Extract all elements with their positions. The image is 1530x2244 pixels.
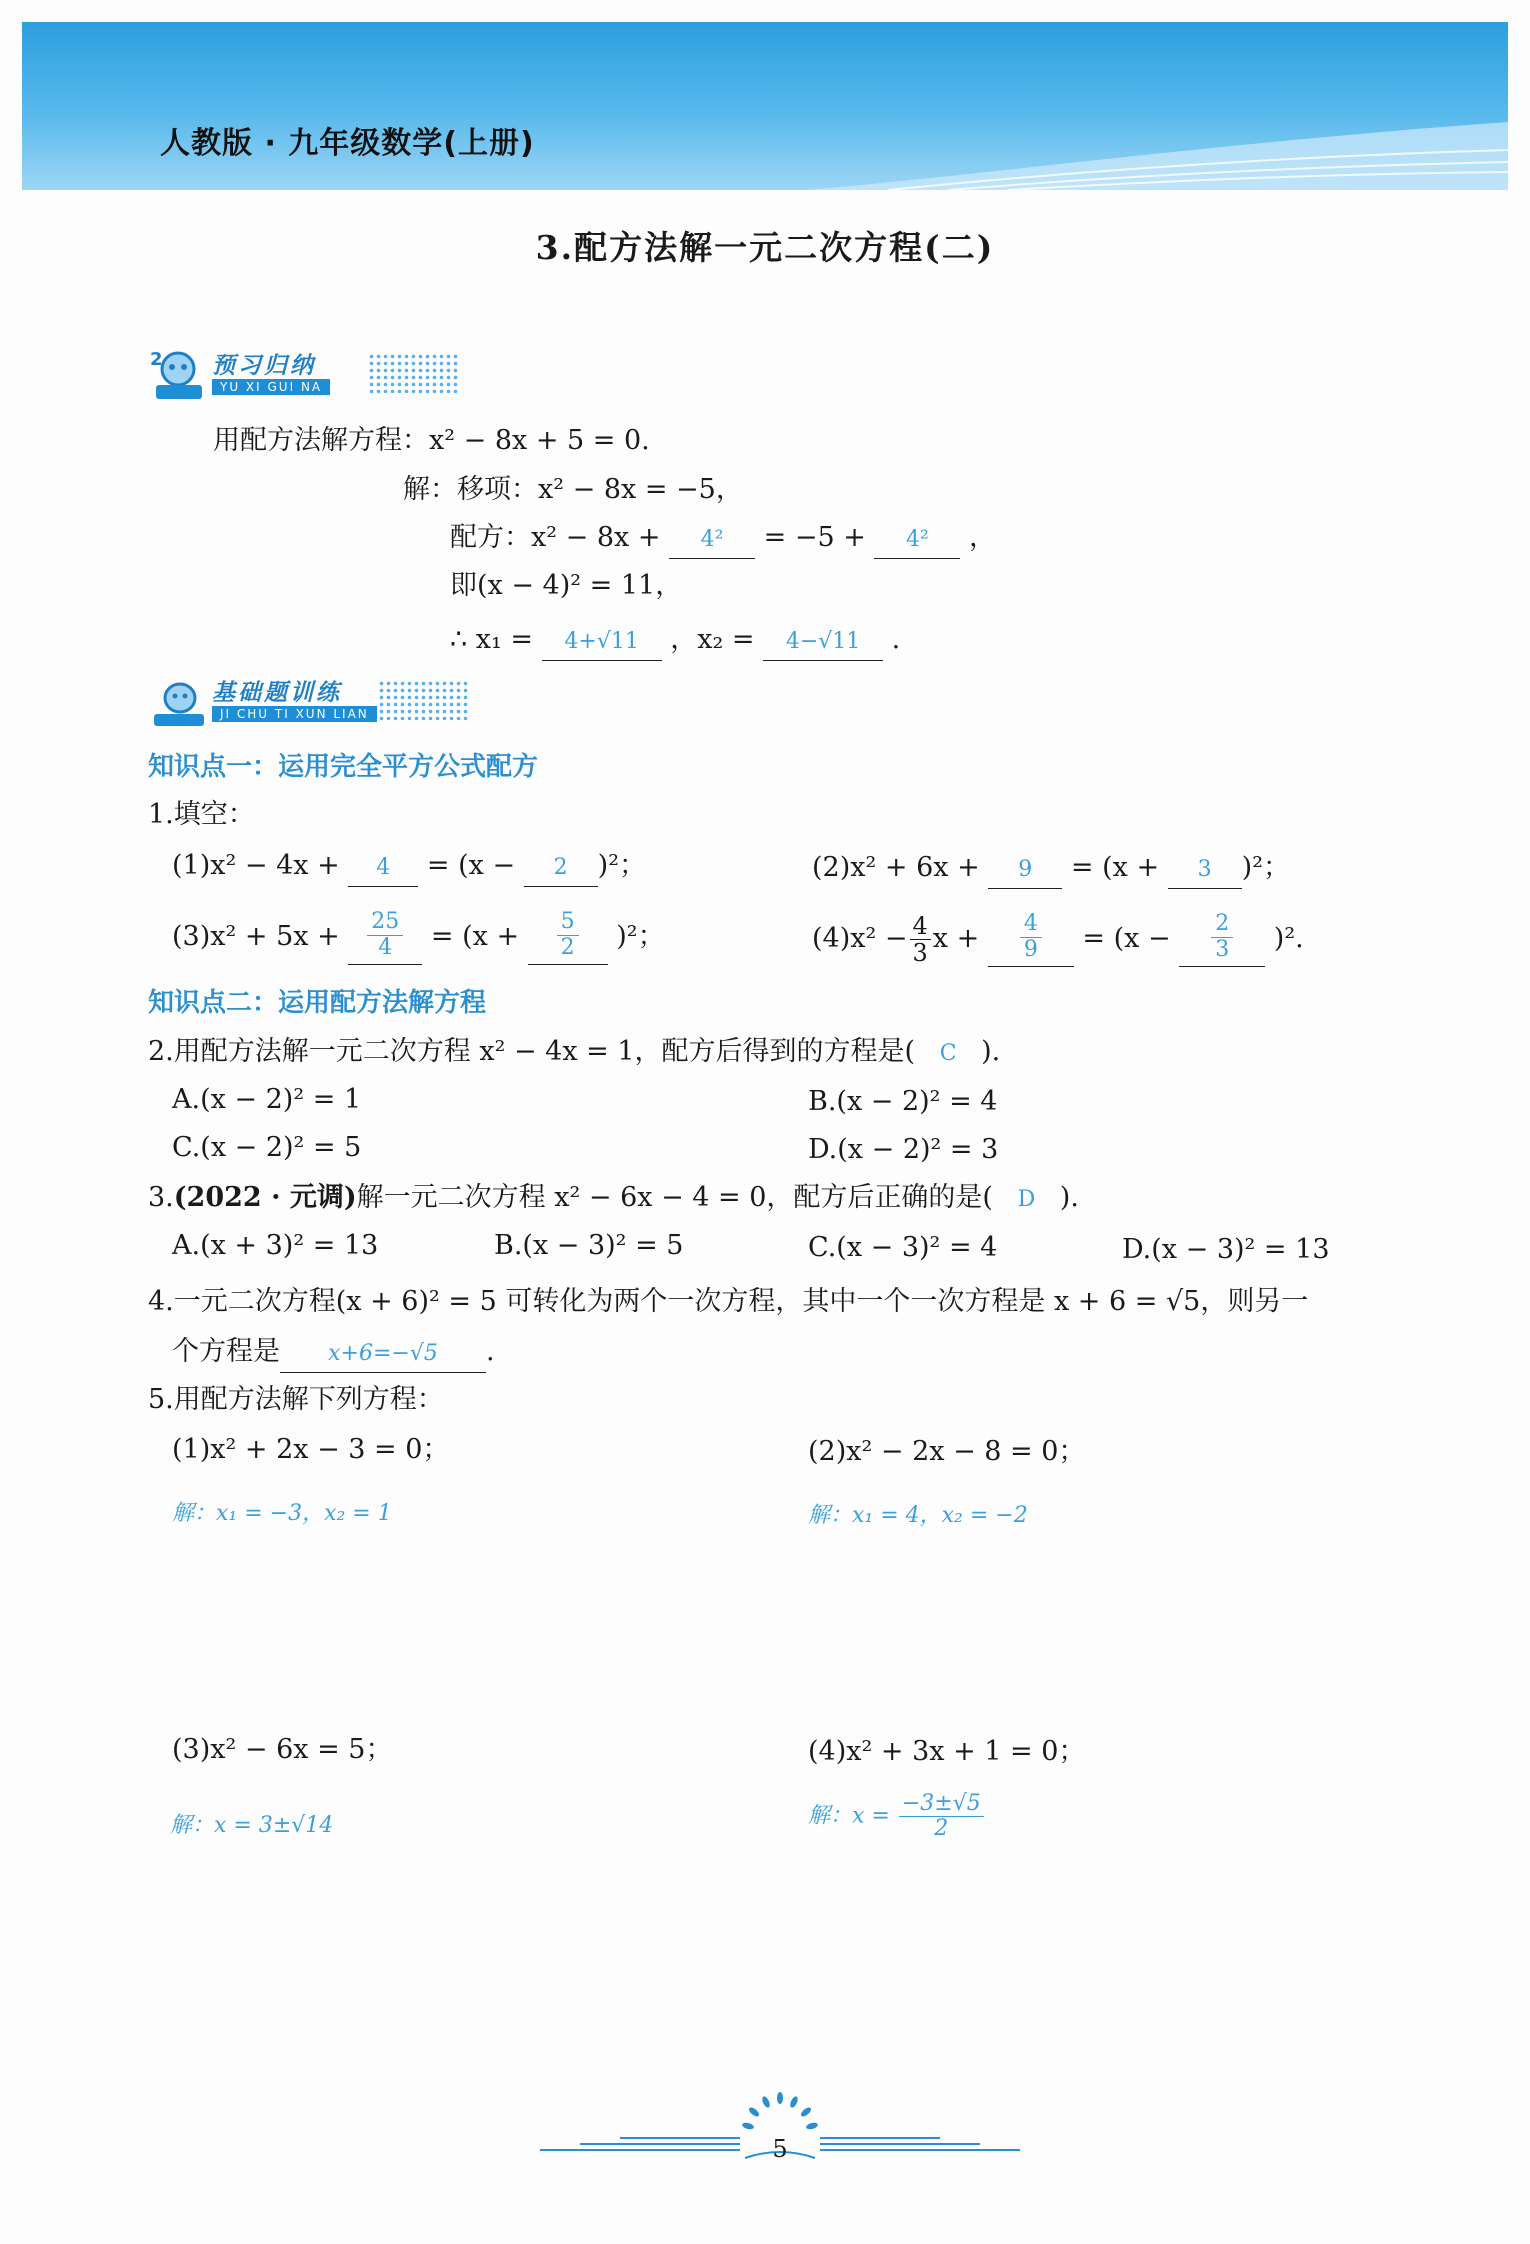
- q1-p1-blank1: 4: [348, 850, 418, 887]
- preview-step2-end: ，: [969, 522, 997, 553]
- q5-part4: (4)x² + 3x + 1 = 0；: [808, 1736, 1086, 1767]
- q2-answer: C: [939, 1041, 957, 1066]
- q1-p3-blank1-den: 4: [378, 934, 393, 960]
- banner-dots-decoration: [378, 680, 468, 720]
- q1-p3-blank2-num: 5: [557, 910, 579, 935]
- preview-step1-label: 解：移项：: [403, 474, 538, 505]
- preview-blank-a: 4²: [669, 522, 755, 559]
- q1-p3-mid: = (x +: [430, 921, 520, 952]
- q3-stem-text: 解一元二次方程 x² − 6x − 4 = 0，配方后正确的是(: [356, 1182, 993, 1213]
- preview-step2: [450, 520, 996, 559]
- q1-p1-mid: = (x −: [426, 850, 516, 881]
- q1-p4-left2: x +: [932, 923, 980, 954]
- q1-p4-coef-fraction: [910, 913, 931, 967]
- preview-step4: [450, 622, 900, 661]
- q1-p4-blank1-num: 4: [1020, 912, 1042, 937]
- q1-p4-mid: = (x −: [1082, 923, 1171, 954]
- q4-line2-end: .: [486, 1336, 495, 1367]
- q3-option-d: D.(x − 3)² = 13: [1122, 1234, 1330, 1265]
- preview-blank-x2: 4−√11: [763, 624, 883, 661]
- q1-p3-blank2: [528, 910, 608, 964]
- q1-p3-blank1: [348, 910, 422, 964]
- q4-line1: 4.一元二次方程(x + 6)² = 5 可转化为两个一次方程，其中一个一次方程是 x + 6 = √5，则另一: [148, 1286, 1309, 1317]
- q1-p3-blank2-den: 2: [560, 934, 575, 960]
- q5-part4-solution: [808, 1792, 986, 1841]
- svg-text:2: 2: [150, 349, 163, 370]
- header-wave-decoration: [808, 22, 1508, 190]
- q2-option-a: A.(x − 2)² = 1: [172, 1084, 362, 1115]
- preview-banner-pinyin: YU XI GUI NA: [212, 379, 330, 395]
- q2-stem: [148, 1034, 1000, 1072]
- q1-p4-blank2-den: 3: [1215, 936, 1230, 962]
- banner-dots-decoration: [368, 353, 458, 393]
- preview-problem: 用配方法解方程：x² − 8x + 5 = 0.: [213, 425, 650, 456]
- q3-answer: D: [1017, 1187, 1036, 1212]
- header-title: 人教版 · 九年级数学(上册): [160, 126, 535, 161]
- q1-part1: [172, 848, 646, 887]
- preview-step2-left: x² − 8x +: [531, 522, 661, 553]
- preview-step4-mid: ，x₂ =: [670, 624, 755, 655]
- q5-part4-solution-prefix: 解：x =: [808, 1803, 890, 1829]
- preview-step2-label: 配方：: [450, 522, 531, 553]
- page-title: 3.配方法解一元二次方程(二): [535, 228, 995, 267]
- preview-step1: [403, 472, 743, 508]
- q1-part2: [812, 850, 1290, 889]
- q1-part4: [812, 902, 1304, 976]
- basic-mascot-icon: [148, 672, 210, 732]
- q3-stem: [148, 1180, 1079, 1218]
- q5-part3-solution: 解：x = 3±√14: [170, 1813, 334, 1838]
- knowledge-point-1: 知识点一：运用完全平方公式配方: [148, 752, 539, 782]
- q3-option-c: C.(x − 3)² = 4: [808, 1232, 998, 1263]
- basic-banner: [148, 672, 488, 736]
- q5-part4-solution-den: 2: [934, 1816, 949, 1842]
- preview-banner-title: 预习归纳: [212, 353, 316, 379]
- q1-p4-end: )².: [1273, 923, 1304, 954]
- q5-part3: (3)x² − 6x = 5；: [172, 1734, 393, 1765]
- q5-part2-solution: 解：x₁ = 4，x₂ = −2: [808, 1503, 1028, 1528]
- q1-p3-end: )²；: [616, 921, 665, 952]
- header-band: [22, 22, 1508, 190]
- q5-part1-solution: 解：x₁ = −3，x₂ = 1: [172, 1501, 392, 1526]
- q2-option-b: B.(x − 2)² = 4: [808, 1086, 998, 1117]
- q4-line2: [172, 1334, 495, 1373]
- q1-stem: 1.填空：: [148, 799, 255, 830]
- q1-p2-blank2: 3: [1168, 852, 1242, 889]
- q5-part4-solution-num: −3±√5: [899, 1792, 984, 1817]
- q1-p1-blank2: 2: [524, 850, 598, 887]
- preview-step4-end: .: [891, 624, 901, 655]
- q3-option-b: B.(x − 3)² = 5: [494, 1230, 684, 1261]
- preview-step2-mid: = −5 +: [763, 522, 866, 553]
- q3-option-a: A.(x + 3)² = 13: [172, 1230, 379, 1261]
- q1-p2-blank1: 9: [988, 852, 1062, 889]
- basic-banner-title: 基础题训练: [212, 680, 342, 706]
- preview-banner: [148, 345, 468, 409]
- q1-p4-blank1-den: 9: [1023, 936, 1038, 962]
- preview-step1-eq: x² − 8x = −5，: [538, 474, 743, 505]
- preview-blank-b: 4²: [874, 522, 960, 559]
- q1-p4-blank1: [988, 912, 1074, 966]
- q2-option-c: C.(x − 2)² = 5: [172, 1132, 362, 1163]
- q1-part3: [172, 900, 665, 974]
- q5-stem: 5.用配方法解下列方程：: [148, 1384, 444, 1415]
- q5-part2: (2)x² − 2x − 8 = 0；: [808, 1436, 1086, 1467]
- q1-p3-blank1-num: 25: [367, 910, 403, 935]
- q1-p4-coef-den: 3: [912, 939, 928, 967]
- q2-option-d: D.(x − 2)² = 3: [808, 1134, 999, 1165]
- q1-p4-blank2-num: 2: [1211, 912, 1233, 937]
- q1-p3-left: (3)x² + 5x +: [172, 921, 340, 952]
- knowledge-point-2: 知识点二：运用配方法解方程: [148, 988, 487, 1018]
- preview-mascot-icon: [148, 345, 210, 405]
- q4-answer-blank: x+6=−√5: [280, 1336, 486, 1373]
- q5-part4-solution-fraction: [899, 1792, 984, 1841]
- q1-p1-left: (1)x² − 4x +: [172, 850, 340, 881]
- q3-number: 3.: [148, 1182, 174, 1213]
- page-number: 5: [772, 2135, 788, 2163]
- preview-step3: 即(x − 4)² = 11，: [450, 570, 683, 601]
- q3-stem-end: ).: [1059, 1182, 1079, 1213]
- q1-p4-coef-num: 4: [910, 913, 931, 940]
- q1-p2-end: )²；: [1241, 852, 1291, 883]
- q1-p1-end: )²；: [597, 850, 647, 881]
- basic-banner-pinyin: JI CHU TI XUN LIAN: [212, 706, 377, 722]
- q1-p4-left: (4)x² −: [812, 923, 908, 954]
- q5-part1: (1)x² + 2x − 3 = 0；: [172, 1434, 450, 1465]
- preview-blank-x1: 4+√11: [542, 624, 662, 661]
- q1-p2-mid: = (x +: [1070, 852, 1160, 883]
- q2-stem-end: ).: [981, 1036, 1001, 1067]
- q3-source: (2022 · 元调): [173, 1182, 357, 1213]
- q2-stem-text: 2.用配方法解一元二次方程 x² − 4x = 1，配方后得到的方程是(: [148, 1036, 916, 1067]
- q4-line2-text: 个方程是: [172, 1336, 280, 1367]
- preview-step4-left: ∴ x₁ =: [450, 624, 534, 655]
- q1-p2-left: (2)x² + 6x +: [812, 852, 980, 883]
- q1-p4-blank2: [1179, 912, 1265, 966]
